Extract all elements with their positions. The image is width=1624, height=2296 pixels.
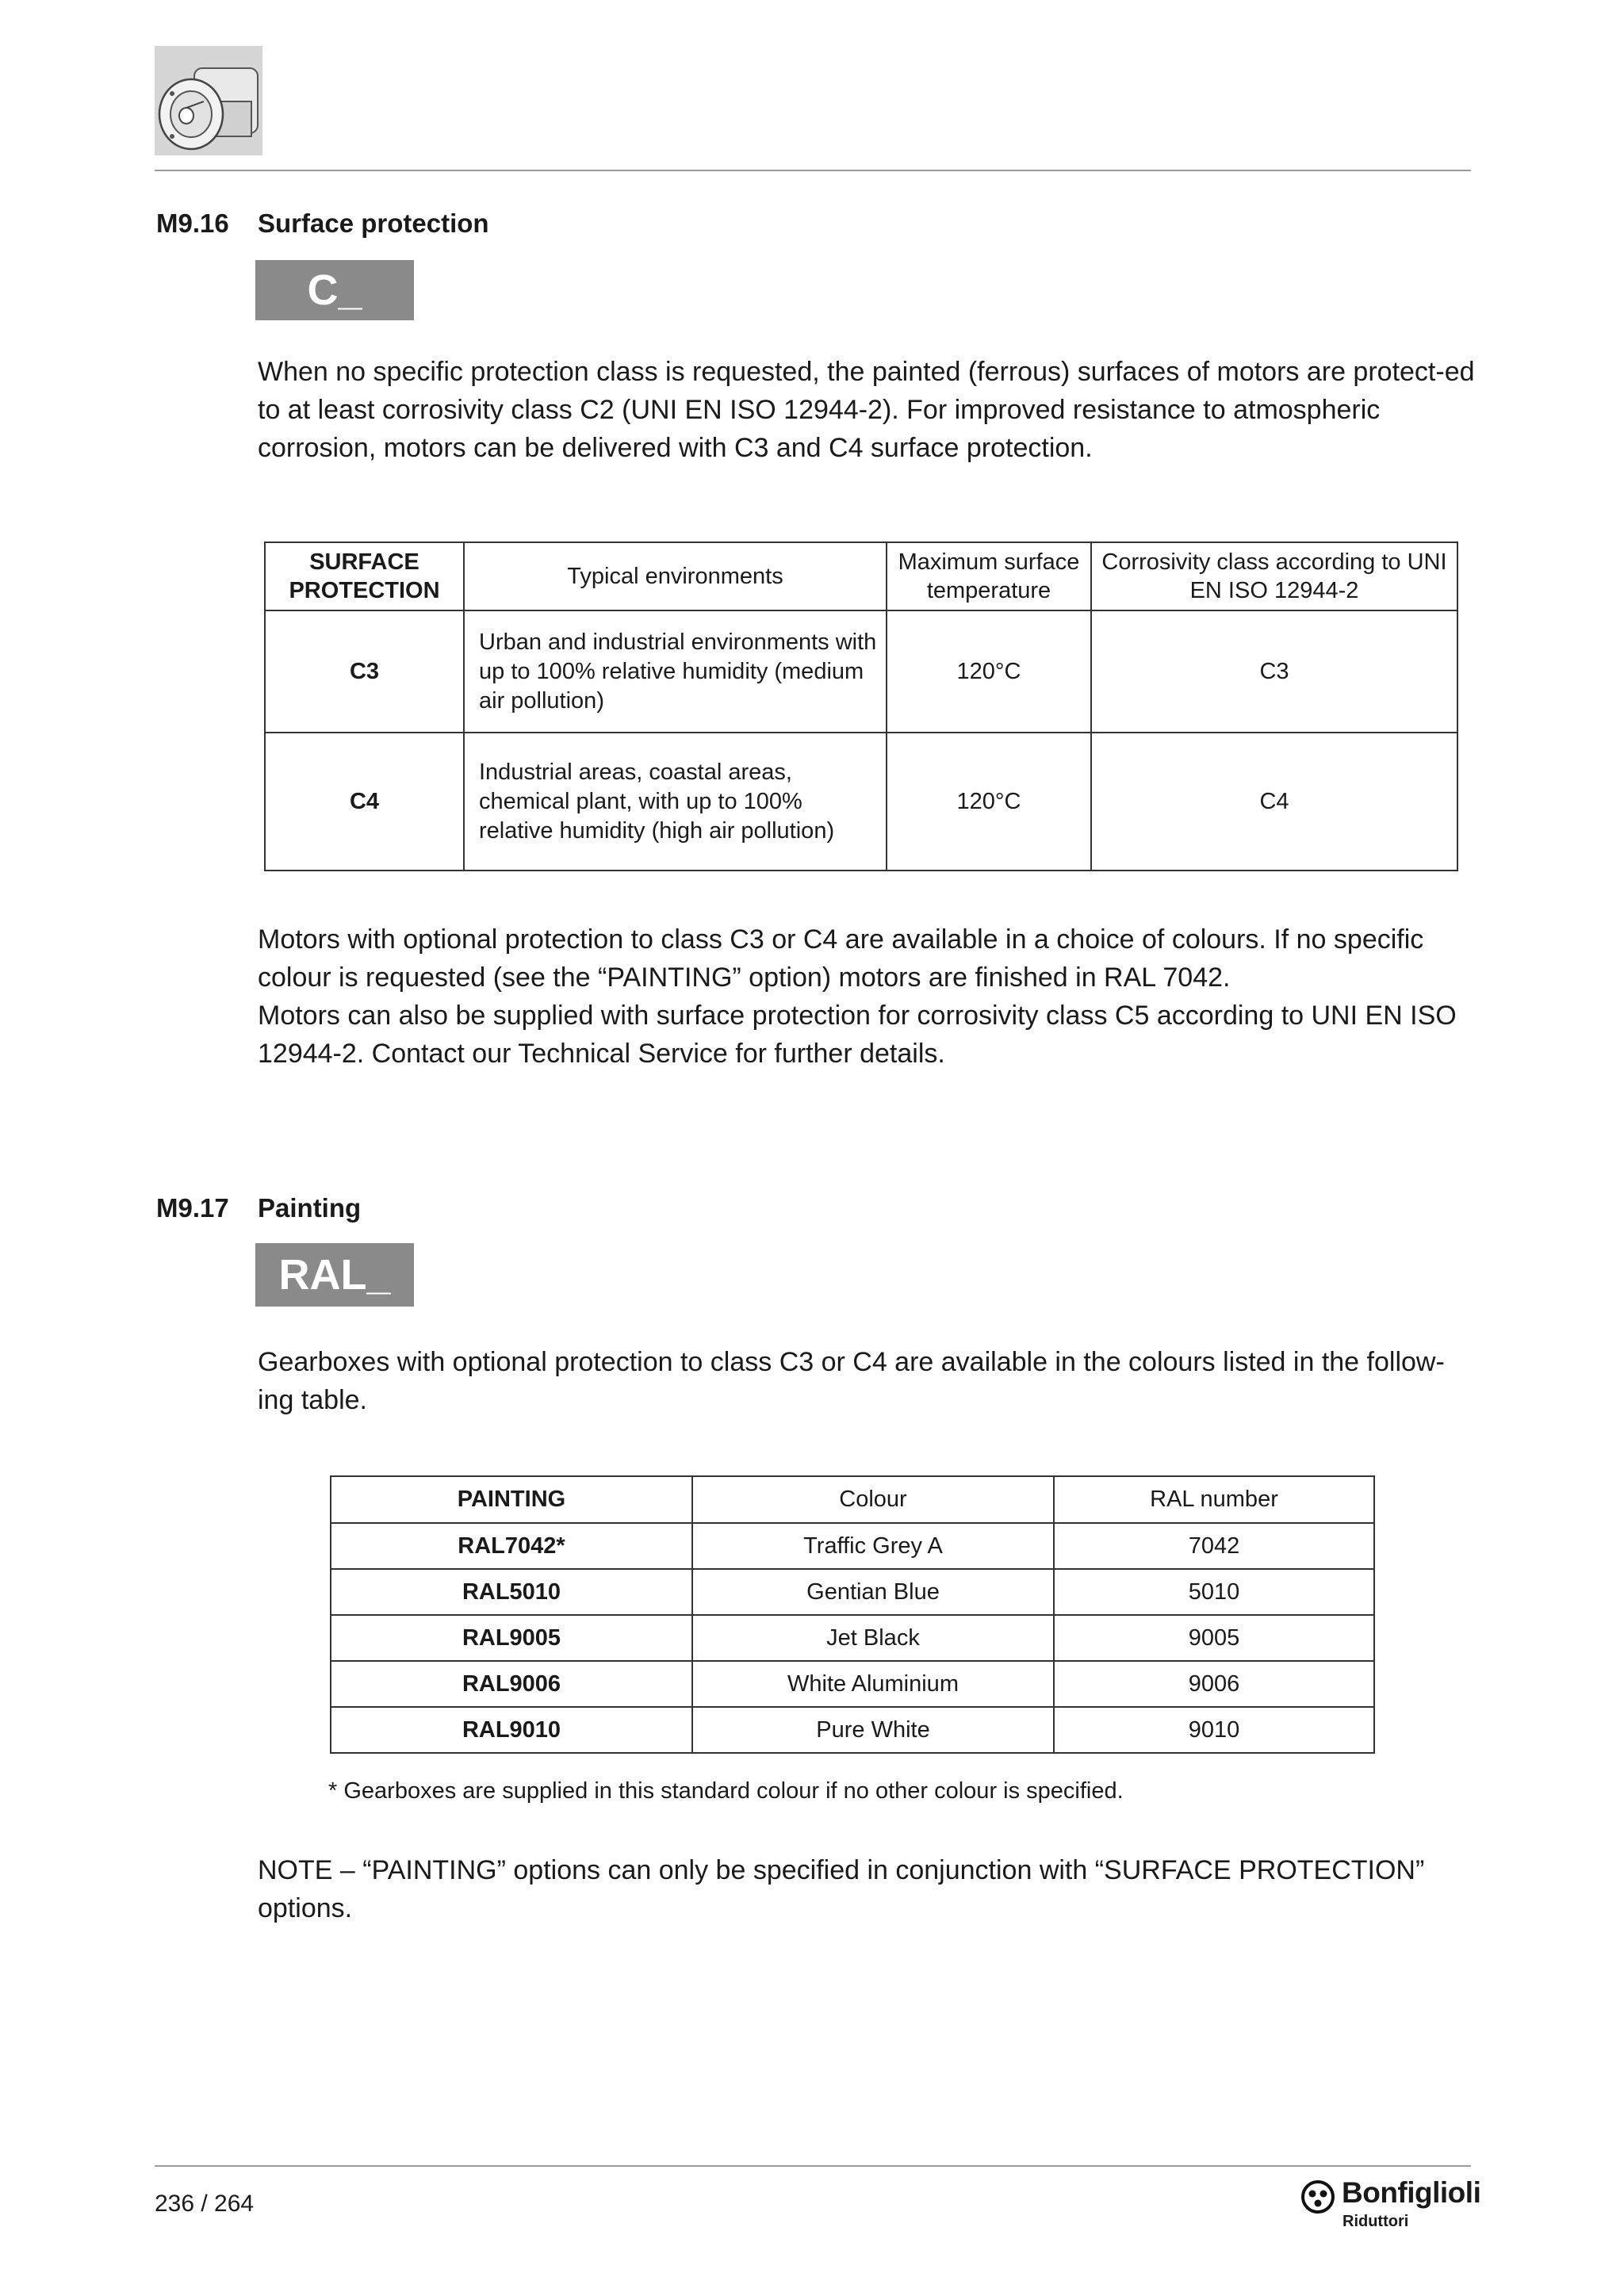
section-heading-surface [156, 209, 489, 239]
cell-colour: Gentian Blue [692, 1569, 1054, 1615]
table-row [331, 1523, 1374, 1569]
cell-ral: 9010 [1054, 1707, 1374, 1753]
table-row [265, 610, 1457, 733]
cell-colour: White Aluminium [692, 1661, 1054, 1707]
cell-environment: Urban and industrial environments with up to 100% relative humidity (medium air pollution) [464, 610, 887, 733]
surface-intro-paragraph [258, 353, 1479, 467]
table-header-row [331, 1476, 1374, 1523]
brand-subtitle: Riduttori [1342, 2213, 1409, 2230]
motor-icon [155, 46, 262, 155]
header-surface-protection: SURFACE PROTECTION [265, 542, 464, 610]
painting-table [330, 1475, 1375, 1754]
header-typical-environments: Typical environments [464, 542, 887, 610]
section-number: M9.16 [156, 209, 229, 238]
table-row [331, 1569, 1374, 1615]
surface-after-text-1: Motors with optional protection to class C3 or C4 are available in a choice of colours. If no specific colour is requested (see the “PAINTING” option) motors are finished in RAL 7042. [258, 924, 1424, 993]
table-header-row [265, 542, 1457, 610]
painting-note-paragraph [258, 1851, 1479, 1927]
section-heading-painting [156, 1193, 361, 1223]
cell-colour: Jet Black [692, 1615, 1054, 1661]
table-row [331, 1707, 1374, 1753]
cell-painting: RAL9005 [331, 1615, 692, 1661]
table-row [331, 1615, 1374, 1661]
painting-intro-text: Gearboxes with optional protection to class C3 or C4 are available in the colours listed in the follow-ing table. [258, 1347, 1445, 1415]
surface-protection-table [264, 541, 1458, 871]
section-number: M9.17 [156, 1193, 229, 1223]
cell-painting: RAL9010 [331, 1707, 692, 1753]
brand-logo [1300, 2176, 1481, 2232]
option-code-badge: C_ [255, 260, 414, 320]
header-max-temperature: Maximum surface temperature [887, 542, 1091, 610]
section-title: Surface protection [258, 209, 489, 238]
cell-class: C3 [1091, 610, 1457, 733]
painting-note-text: NOTE – “PAINTING” options can only be specified in conjunction with “SURFACE PROTECTION” options. [258, 1855, 1425, 1923]
cell-class: C4 [1091, 733, 1457, 871]
section-title: Painting [258, 1193, 362, 1223]
page-number: 236 / 264 [155, 2191, 255, 2217]
cell-protection: C4 [265, 733, 464, 871]
cell-colour: Traffic Grey A [692, 1523, 1054, 1569]
cell-protection: C3 [265, 610, 464, 733]
cell-ral: 9005 [1054, 1615, 1374, 1661]
cell-painting: RAL7042* [331, 1523, 692, 1569]
cell-environment: Industrial areas, coastal areas, chemical plant, with up to 100% relative humidity (high air pollution) [464, 733, 887, 871]
table-row [265, 733, 1457, 871]
cell-ral: 9006 [1054, 1661, 1374, 1707]
cell-colour: Pure White [692, 1707, 1054, 1753]
footer-rule [155, 2165, 1471, 2167]
option-code-badge: RAL_ [255, 1243, 414, 1307]
header-colour: Colour [692, 1476, 1054, 1523]
surface-after-text-2: Motors can also be supplied with surface protection for corrosivity class C5 according to UNI EN ISO 12944-2. Contact our Technical Service for further details. [258, 1001, 1457, 1069]
cell-temperature: 120°C [887, 733, 1091, 871]
table-row [331, 1661, 1374, 1707]
header-rule [155, 170, 1471, 171]
surface-after-paragraph [258, 920, 1479, 1073]
header-ral-number: RAL number [1054, 1476, 1374, 1523]
header-corrosivity-class: Corrosivity class according to UNI EN ISO 12944-2 [1091, 542, 1457, 610]
cell-painting: RAL9006 [331, 1661, 692, 1707]
cell-painting: RAL5010 [331, 1569, 692, 1615]
surface-intro-text: When no specific protection class is requested, the painted (ferrous) surfaces of motors are protect-ed to at least corrosivity class C2 (UNI EN ISO 12944-2). For improved resistance to atmospheric corrosion, motors can be delivered with C3 and C4 surface protection. [258, 357, 1475, 463]
cell-temperature: 120°C [887, 610, 1091, 733]
header-painting: PAINTING [331, 1476, 692, 1523]
painting-footnote: * Gearboxes are supplied in this standard colour if no other colour is specified. [328, 1778, 1124, 1804]
painting-intro-paragraph [258, 1343, 1479, 1419]
cell-ral: 5010 [1054, 1569, 1374, 1615]
brand-logo-icon [1300, 2179, 1335, 2214]
cell-ral: 7042 [1054, 1523, 1374, 1569]
brand-name: Bonfiglioli [1342, 2176, 1481, 2209]
